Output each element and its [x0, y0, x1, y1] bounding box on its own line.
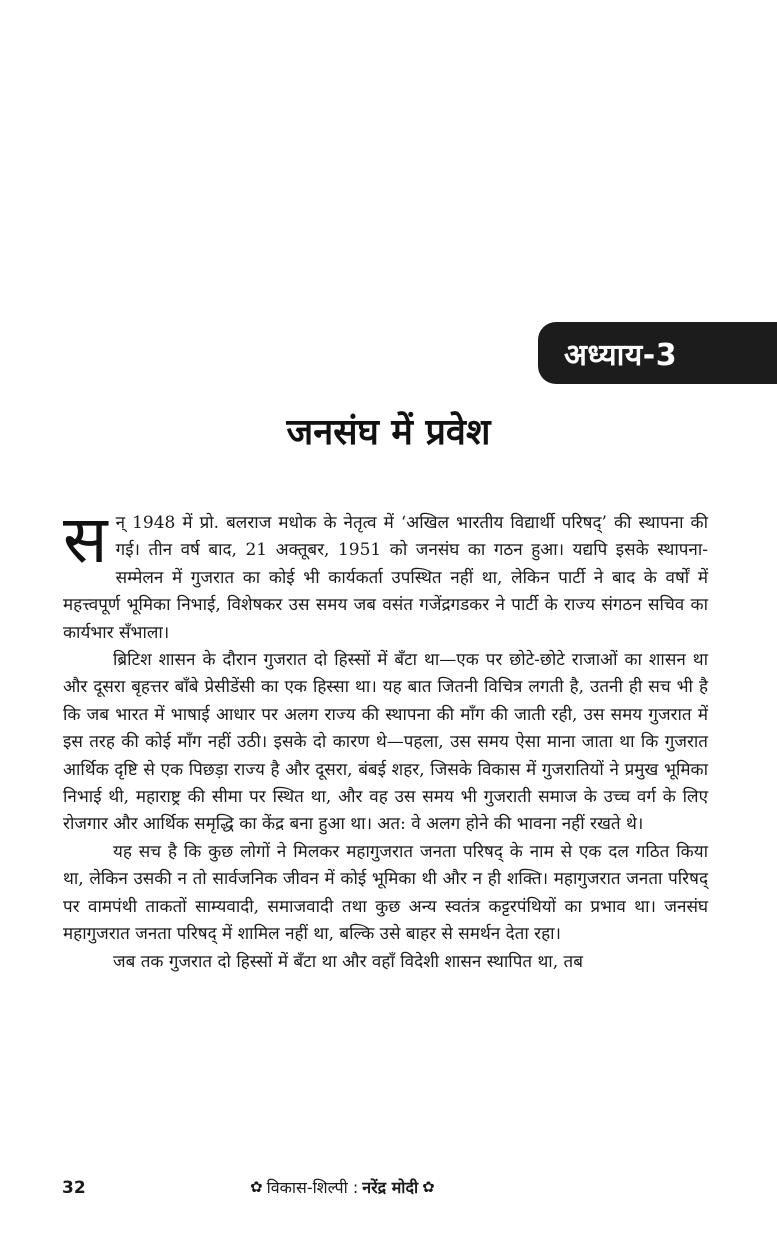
author-name: नरेंद्र मोदी — [362, 1178, 419, 1197]
paragraph-3: यह सच है कि कुछ लोगों ने मिलकर महागुजरात जनता परिषद् के नाम से एक दल गठित किया था, लेकिन उसकी न तो सार्वजनिक जीवन में कोई भूमिका थी और न ही शक्ति। महागुजरात जनता परिषद् पर वामपंथी ताकतों साम्यवादी, समाजवादी तथा कुछ अन्य स्वतंत्र कट्टरपंथियों का प्रभाव था। जनसंघ महागुजरात जनता परिषद् में शामिल नहीं था, बल्कि उसे बाहर से समर्थन देता रहा। — [63, 841, 708, 945]
drop-cap: स — [63, 501, 108, 578]
flower-icon: ✿ — [250, 1178, 263, 1196]
page-number: 32 — [62, 1178, 86, 1198]
running-footer — [250, 1176, 435, 1198]
flower-icon: ✿ — [422, 1178, 435, 1196]
book-title: विकास-शिल्पी : — [266, 1178, 359, 1197]
paragraph-1 — [63, 501, 708, 647]
chapter-label-text: अध्याय-3 — [564, 337, 678, 373]
chapter-title: जनसंघ में प्रवेश — [286, 412, 491, 453]
body-text — [63, 501, 708, 976]
paragraph-2: ब्रिटिश शासन के दौरान गुजरात दो हिस्सों में बँटा था—एक पर छोटे-छोटे राजाओं का शासन था और दूसरा बृहत्तर बॉंबे प्रेसीडेंसी का एक हिस्सा था। यह बात जितनी विचित्र लगती है, उतनी ही सच भी है कि जब भारत में भाषाई आधार पर अलग राज्य की स्थापना की माँग की जाती रही, उस समय गुजरात में इस तरह की कोई माँग नहीं उठी। इसके दो कारण थे—पहला, उस समय ऐसा माना जाता था कि गुजरात आर्थिक दृष्टि से एक पिछड़ा राज्य है और दूसरा, बंबई शहर, जिसके विकास में गुजरातियों ने प्रमुख भूमिका निभाई थी, महाराष्ट्र की सीमा पर स्थित था, और वह उस समय भी गुजराती समाज के उच्च वर्ग के लिए रोजगार और आर्थिक समृद्धि का केंद्र बना हुआ था। अत: वे अलग होने की भावना नहीं रखते थे। — [63, 650, 708, 835]
paragraph-4: जब तक गुजरात दो हिस्सों में बँटा था और वहाँ विदेशी शासन स्थापित था, तब — [113, 951, 583, 972]
chapter-label — [538, 322, 777, 384]
paragraph-1-text: न् 1948 में प्रो. बलराज मधोक के नेतृत्व में ‘अखिल भारतीय विद्यार्थी परिषद्’ की स्थापना की गई। तीन वर्ष बाद, 21 अक्तूबर, 1951 को जनसंघ का गठन हुआ। यद्यपि इसके स्थापना-सम्मेलन में गुजरात का कोई भी कार्यकर्ता उपस्थित नहीं था, लेकिन पार्टी ने बाद के वर्षों में महत्त्वपूर्ण भूमिका निभाई, विशेषकर उस समय जब वसंत गजेंद्रगडकर ने पार्टी के राज्य संगठन सचिव का कार्यभार सँभाला। — [63, 513, 708, 643]
